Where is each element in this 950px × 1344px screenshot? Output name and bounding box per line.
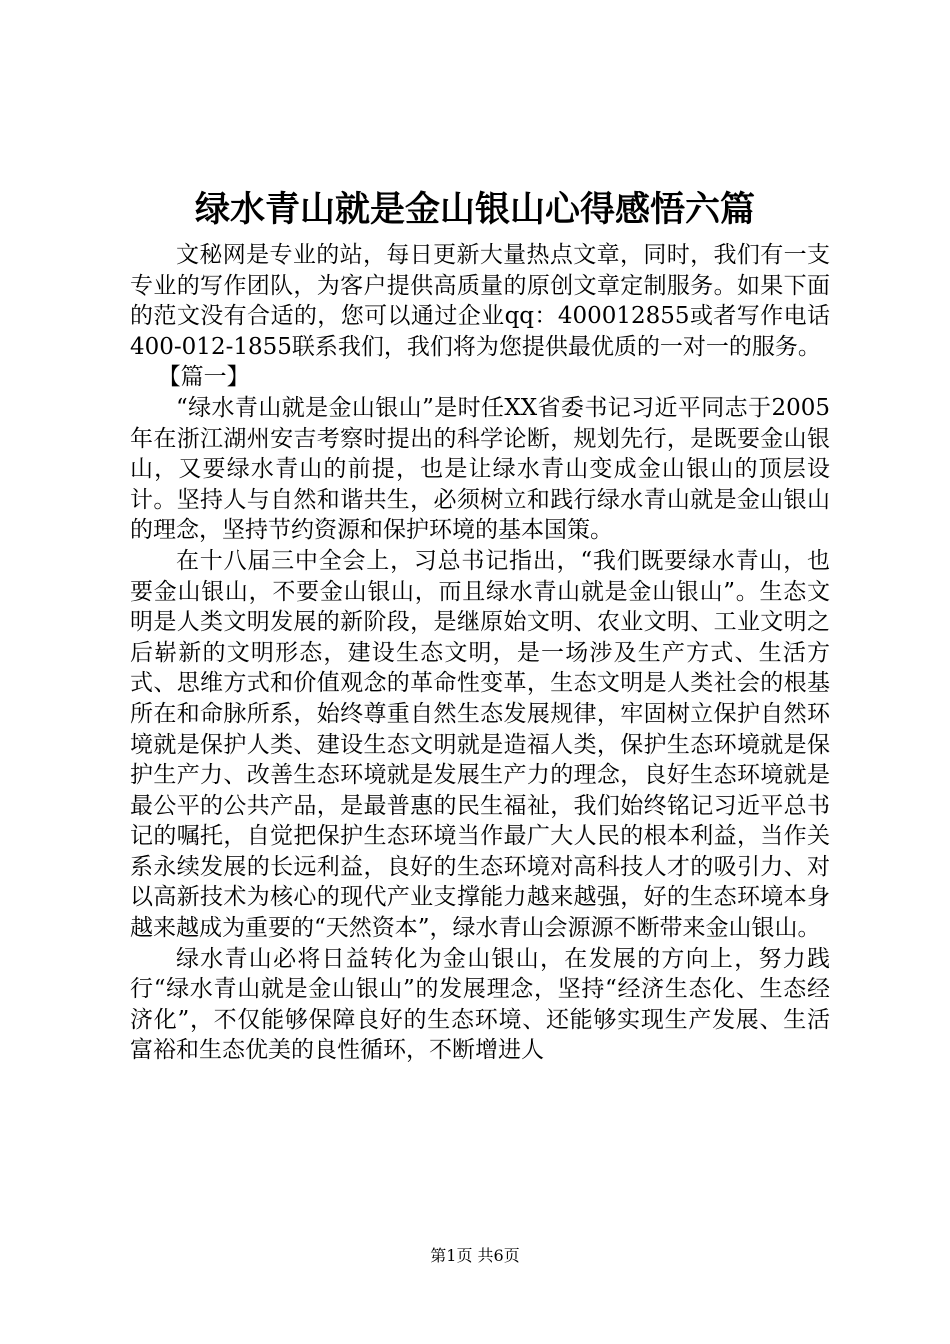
paragraph-3: 绿水青山必将日益转化为金山银山，在发展的方向上，努力践行“绿水青山就是金山银山”的发展理念，坚持“经济生态化、生态经济化”，不仅能够保障良好的生态环境、还能够实现生产发展、生活富裕和生态优美的良性循环，不断增进人 [130,945,830,1064]
document-title: 绿水青山就是金山银山心得感悟六篇 [194,189,755,230]
paragraph-1: “绿水青山就是金山银山”是时任XX省委书记习近平同志于2005年在浙江湖州安吉考察时提出的科学论断，规划先行，是既要金山银山，又要绿水青山的前提，也是让绿水青山变成金山银山的顶层设计。坚持人与自然和谐共生，必须树立和践行绿水青山就是金山银山的理念，坚持节约资源和保护环境的基本国策。 [130,394,830,544]
document-body [130,240,830,1066]
page-footer: 第1页 共6页 [430,1246,520,1265]
paragraph-2: 在十八届三中全会上，习总书记指出，“我们既要绿水青山，也要金山银山，不要金山银山，而且绿水青山就是金山银山”。生态文明是人类文明发展的新阶段，是继原始文明、农业文明、工业文明之后崭新的文明形态，建设生态文明，是一场涉及生产方式、生活方式、思维方式和价值观念的革命性变革，生态文明是人类社会的根基所在和命脉所系，始终尊重自然生态发展规律，牢固树立保护自然环境就是保护人类、建设生态文明就是造福人类，保护生态环境就是保护生产力、改善生态环境就是发展生产力的理念，良好生态环境就是最公平的公共产品，是最普惠的民生福祉，我们始终铭记习近平总书记的嘱托，自觉把保护生态环境当作最广大人民的根本利益，当作关系永续发展的长远利益，良好的生态环境对高科技人才的吸引力、对以高新技术为核心的现代产业支撑能力越来越强，好的生态环境本身越来越成为重要的“天然资本”，绿水青山会源源不断带来金山银山。 [130,547,830,942]
intro-paragraph: 文秘网是专业的站，每日更新大量热点文章，同时，我们有一支专业的写作团队，为客户提供高质量的原创文章定制服务。如果下面的范文没有合适的，您可以通过企业qq：400012855或者写作电话400-012-1855联系我们，我们将为您提供最优质的一对一的服务。 [130,242,830,360]
section-label: 【篇一】 [157,364,250,391]
